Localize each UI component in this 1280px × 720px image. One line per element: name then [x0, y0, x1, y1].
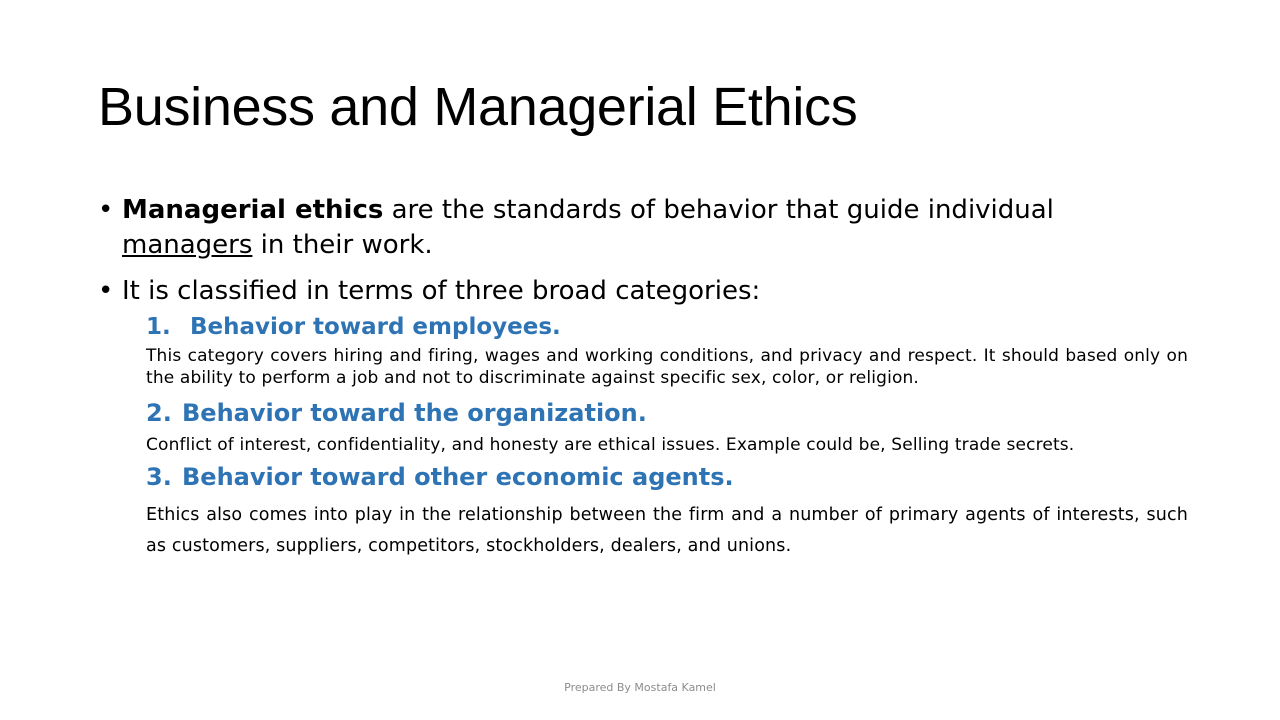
bullet-text: It is classified in terms of three broad categories: — [122, 276, 761, 306]
category-heading-2 — [146, 398, 1188, 428]
underlined-word: managers — [122, 230, 253, 260]
category-heading-text: Behavior toward employees. — [190, 314, 561, 340]
bullet-dot-icon: • — [98, 195, 114, 225]
lead-term: Managerial ethics — [122, 195, 384, 225]
bullet-text: are the standards of behavior that guide individual — [383, 195, 1054, 225]
bullet-categories — [98, 274, 1188, 309]
category-heading-1 — [146, 312, 1188, 342]
category-number: 3. — [146, 463, 172, 491]
slide-body — [98, 193, 1188, 562]
category-number: 1. — [146, 314, 171, 340]
category-number: 2. — [146, 399, 172, 427]
slide-footer: Prepared By Mostafa Kamel — [564, 681, 716, 694]
bullet-managerial-ethics — [98, 193, 1188, 263]
category-description-2: Conflict of interest, confidentiality, and honesty are ethical issues. Example could be, Selling trade secrets. — [146, 435, 1075, 455]
category-description-3: Ethics also comes into play in the relationship between the firm and a number of primary agents of interests, such as customers, suppliers, competitors, stockholders, dealers, and unions. — [146, 505, 1188, 556]
category-heading-text: Behavior toward other economic agents. — [182, 463, 734, 491]
slide-title: Business and Managerial Ethics — [98, 77, 858, 137]
category-description-1: This category covers hiring and firing, wages and working conditions, and privacy and respect. It should based only on the ability to perform a job and not to discriminate against specific sex, color, or religion. — [146, 346, 1188, 388]
bullet-text-end: in their work. — [252, 230, 433, 260]
category-heading-3 — [146, 462, 1188, 492]
bullet-dot-icon: • — [98, 276, 114, 306]
category-heading-text: Behavior toward the organization. — [182, 399, 647, 427]
